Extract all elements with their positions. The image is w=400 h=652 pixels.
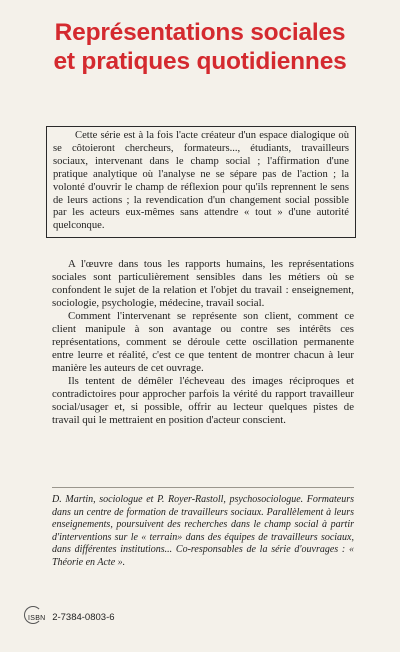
blurb xyxy=(52,258,354,427)
series-description-box xyxy=(46,126,356,238)
title-line-2: et pratiques quotidiennes xyxy=(53,48,347,75)
authors-note-text: D. Martin, sociologue et P. Royer-Rastoll, psychosociologue. Formateurs dans un centre de formation de travailleurs sociaux. Parallèlement à leurs enseignements, poursuivent des recherches dans le champ social à partir d'interventions sur le « terrain» dans des équipes de travailleurs sociaux, dans différentes institutions... Co-responsables de la série d'ouvrages : « Théorie en Acte ». xyxy=(52,494,354,568)
series-description: Cette série est à la fois l'acte créateur d'un espace dialogique où se côtoieront chercheurs, formateurs..., étudiants, travailleurs sociaux, intervenant dans le champ social ; l'affirmation d'une pratique analytique où l'analyse ne se sépare pas de l'action ; la volonté d'ouvrir le champ de réflexion pour qu'ils reprennent le sens de leurs actions ; la revendication d'un changement social possible par les acteurs eux-mêmes sans attendre « tout » d'une autorité quelconque. xyxy=(53,130,349,232)
authors-note xyxy=(52,487,354,570)
isbn-line xyxy=(28,612,115,623)
blurb-paragraph-2: Comment l'intervenant se représente son client, comment ce client manipule à son avantage ou contre ses intérêts ces représentations, comment se déroule cette oscillation permanente entre leurre et réalité, c'est ce que tentent de montrer chacun à leur manière les auteurs de cet ouvrage. xyxy=(52,310,354,374)
isbn-number: 2-7384-0803-6 xyxy=(52,612,115,623)
blurb-paragraph-1: A l'œuvre dans tous les rapports humains, les représentations sociales sont particulièrement sensibles dans les métiers où se confondent le sujet de la relation et l'objet du travail : enseignement, sociologie, psychologie, médecine, travail social. xyxy=(52,258,354,309)
isbn-label: ISBN xyxy=(28,615,46,622)
blurb-paragraph-3: Ils tentent de démêler l'écheveau des images réciproques et contradictoires pour approcher parfois la vérité du rapport travailleur social/usager et, si possible, offrir au lecteur quelques pistes de travail qui le mettraient en position d'acteur conscient. xyxy=(52,375,354,426)
title-line-1: Représentations sociales xyxy=(54,19,346,46)
book-title xyxy=(30,18,370,76)
isbn-mark-icon xyxy=(24,606,42,624)
